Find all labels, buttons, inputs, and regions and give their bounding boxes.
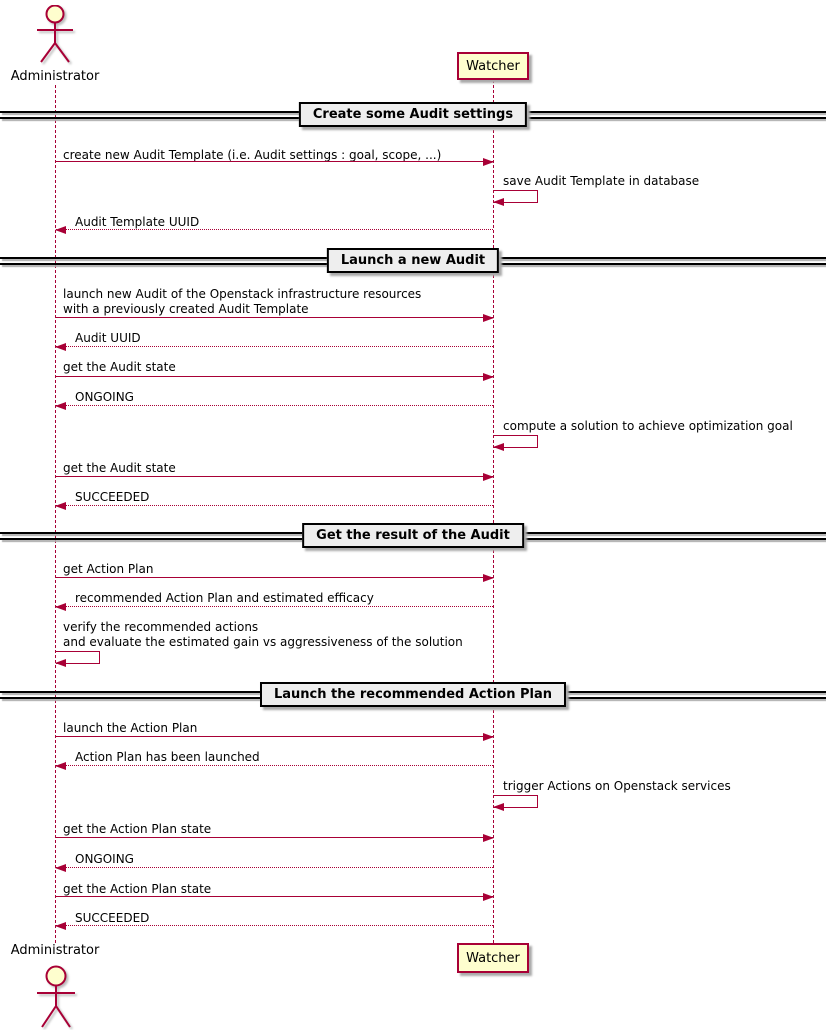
message-arrow — [56, 405, 493, 406]
message-label: Audit Template UUID — [75, 215, 200, 229]
message-label: recommended Action Plan and estimated efficacy — [75, 591, 374, 605]
arrowhead-right-icon — [483, 834, 494, 842]
arrowhead-right-icon — [483, 574, 494, 582]
arrowhead-right-icon — [483, 733, 494, 741]
administrator-label-top: Administrator — [10, 69, 100, 84]
message-arrow — [56, 896, 493, 897]
message-arrow — [56, 925, 493, 926]
message-label: with a previously created Audit Template — [63, 302, 309, 316]
message-arrow — [56, 867, 493, 868]
message-label: launch the Action Plan — [63, 721, 198, 735]
message-label: get the Action Plan state — [63, 822, 212, 836]
message-arrow — [56, 606, 493, 607]
divider-label: Get the result of the Audit — [302, 523, 524, 548]
message-arrow — [56, 376, 493, 377]
arrowhead-left-icon — [493, 443, 504, 451]
message-arrow — [56, 577, 493, 578]
administrator-label-bottom: Administrator — [10, 943, 100, 958]
message-label: ONGOING — [75, 390, 134, 404]
message-arrow — [56, 229, 493, 230]
section-divider-get-audit-result — [0, 528, 826, 543]
arrowhead-right-icon — [483, 314, 494, 322]
message-label: get the Audit state — [63, 461, 176, 475]
self-message-loop — [494, 190, 538, 203]
message-label: SUCCEEDED — [75, 911, 150, 925]
divider-label: Create some Audit settings — [299, 102, 527, 127]
arrowhead-right-icon — [483, 473, 494, 481]
arrowhead-left-icon — [55, 922, 66, 930]
arrowhead-left-icon — [55, 502, 66, 510]
arrowhead-left-icon — [55, 659, 66, 667]
divider-label: Launch a new Audit — [327, 248, 499, 273]
message-label: create new Audit Template (i.e. Audit settings : goal, scope, ...) — [63, 148, 442, 162]
arrowhead-left-icon — [55, 762, 66, 770]
message-arrow — [56, 765, 493, 766]
message-arrow — [56, 837, 493, 838]
arrowhead-left-icon — [493, 198, 504, 206]
arrowhead-left-icon — [493, 803, 504, 811]
self-message-loop — [56, 651, 100, 664]
lifeline-watcher — [493, 80, 494, 943]
arrowhead-right-icon — [483, 373, 494, 381]
message-arrow — [56, 346, 493, 347]
administrator-actor-icon — [30, 965, 82, 1029]
arrowhead-left-icon — [55, 343, 66, 351]
message-label: launch new Audit of the Openstack infrastructure resources — [63, 287, 422, 301]
administrator-actor-icon — [29, 5, 81, 63]
arrowhead-right-icon — [483, 158, 494, 166]
message-label: and evaluate the estimated gain vs aggressiveness of the solution — [63, 635, 463, 649]
watcher-participant-bottom: Watcher — [457, 943, 529, 973]
message-label: compute a solution to achieve optimization goal — [503, 419, 793, 433]
message-label: Audit UUID — [75, 331, 141, 345]
arrowhead-left-icon — [55, 603, 66, 611]
message-label: Action Plan has been launched — [75, 750, 260, 764]
message-arrow — [56, 317, 493, 318]
message-label: get the Audit state — [63, 360, 176, 374]
arrowhead-right-icon — [483, 893, 494, 901]
message-label: verify the recommended actions — [63, 620, 259, 634]
message-arrow — [56, 505, 493, 506]
message-label: save Audit Template in database — [503, 174, 700, 188]
message-arrow — [56, 476, 493, 477]
message-arrow — [56, 161, 493, 162]
arrowhead-left-icon — [55, 402, 66, 410]
message-label: SUCCEEDED — [75, 490, 150, 504]
section-divider-launch-action-plan — [0, 687, 826, 702]
self-message-loop — [494, 795, 538, 808]
section-divider-launch-new-audit — [0, 253, 826, 268]
lifeline-administrator — [55, 85, 56, 943]
watcher-participant-top: Watcher — [457, 52, 529, 80]
message-label: get the Action Plan state — [63, 882, 212, 896]
message-label: ONGOING — [75, 852, 134, 866]
arrowhead-left-icon — [55, 864, 66, 872]
arrowhead-left-icon — [55, 226, 66, 234]
message-arrow — [56, 736, 493, 737]
message-label: get Action Plan — [63, 562, 154, 576]
self-message-loop — [494, 435, 538, 448]
section-divider-create-audit-settings — [0, 107, 826, 122]
message-label: trigger Actions on Openstack services — [503, 779, 731, 793]
divider-label: Launch the recommended Action Plan — [260, 682, 566, 707]
